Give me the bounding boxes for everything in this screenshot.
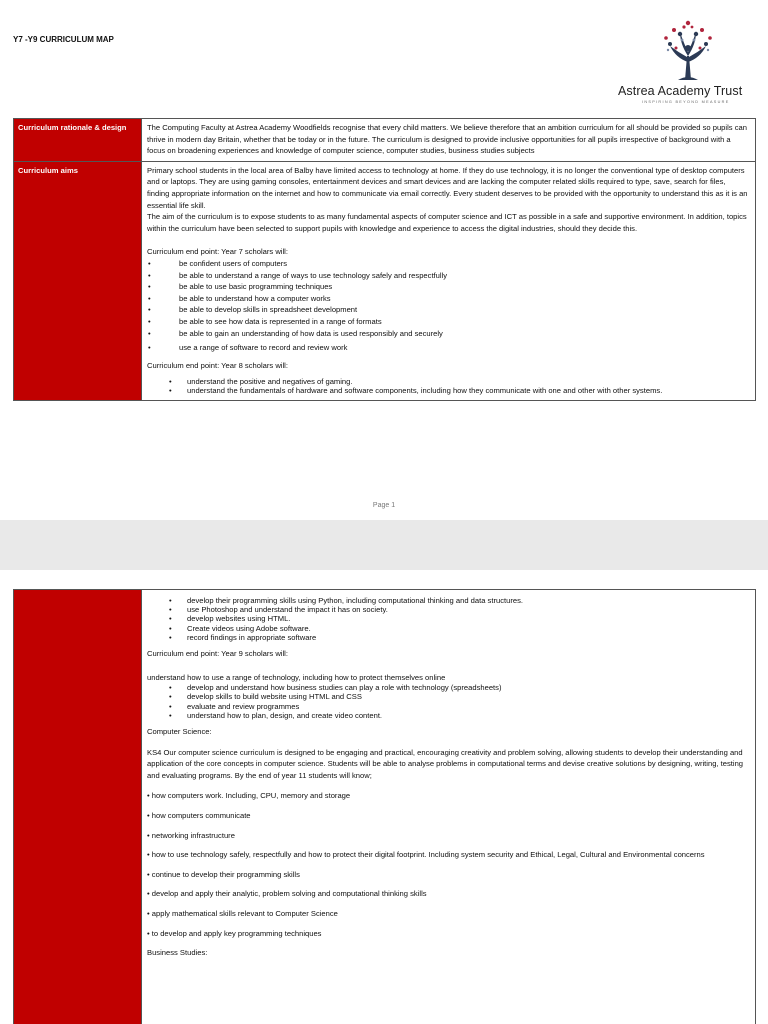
year9-heading: Curriculum end point: Year 9 scholars will:: [147, 649, 288, 659]
page-number: Page 1: [372, 502, 396, 509]
computer-science-text: KS4 Our computer science curriculum is designed to be engaging and practical, encouraging creativity and problem solving, allowing students to develop their understanding and application of the core concepts in computer science. Students will be able to analyse problems in computational terms and devise creative solutions by designing, writing, testing and evaluating programs. By the end of year 11 students will know;: [147, 747, 744, 780]
list-item: • be able to develop skills in spreadsheet development: [148, 305, 358, 315]
list-item: • develop and apply their analytic, problem solving and computational thinking skills: [147, 889, 427, 899]
year7-heading: Curriculum end point: Year 7 scholars will:: [147, 247, 288, 257]
computer-science-heading: Computer Science:: [147, 727, 212, 737]
bullet-icon: •: [148, 282, 151, 292]
bullet-icon: •: [148, 328, 151, 338]
list-item: • apply mathematical skills relevant to Computer Science: [147, 908, 338, 918]
bullet-icon: •: [169, 386, 172, 396]
list-item: • evaluate and review programmes: [169, 701, 300, 711]
bullet-icon: •: [169, 614, 172, 624]
year8-list-continued: [147, 596, 750, 642]
bullet-icon: •: [148, 258, 151, 268]
astrea-logo: [612, 18, 768, 108]
list-item: • use a range of software to record and review work: [148, 343, 348, 353]
list-item: • understand the positive and negatives of gaming.: [169, 377, 353, 387]
year9-list: [147, 683, 750, 720]
list-item: • how computers work. Including, CPU, memory and storage: [147, 791, 351, 801]
list-item: • to develop and apply key programming techniques: [147, 928, 322, 938]
bullet-icon: •: [169, 623, 172, 633]
document-title: Y7 -Y9 CURRICULUM MAP: [13, 35, 114, 44]
list-item: • develop websites using HTML.: [169, 614, 291, 624]
bullet-icon: •: [169, 377, 172, 387]
curriculum-table-page-2: [13, 589, 756, 1024]
aims-row-continued: [14, 590, 756, 1024]
rationale-label: Curriculum rationale & design: [14, 119, 142, 162]
list-item: • develop skills to build website using HTML and CSS: [169, 692, 362, 702]
aims-row: [14, 161, 756, 400]
bullet-icon: •: [169, 596, 172, 605]
logo-tagline: INSPIRING BEYOND MEASURE: [642, 100, 730, 104]
rationale-text: The Computing Faculty at Astrea Academy Woodfields recognise that every child matters. We believe therefore that an ambition curriculum for all should be provided so pupils can thrive in modern day Britain, whether that be today or in the future. The curriculum is designed to provide inclusive opportunities for all pupils irrespective of background with a focus on broadening experiences and knowledge of computer science, computer studies, business studies subjects: [142, 119, 756, 162]
aims-content-continued: [142, 590, 756, 1024]
list-item: • how to use technology safely, respectfully and how to protect their digital footprint. Including system security and Ethical, Legal, Cultural and Environmental concerns: [147, 850, 705, 860]
logo-wordmark: Astrea Academy Trust: [618, 84, 743, 98]
document-page-2: [0, 570, 768, 1024]
aims-paragraph-1: Primary school students in the local area of Balby have limited access to technology at home. If they do use technology, it is no longer the conventional type of desktop computers and or laptops. They are using gaming consoles, entertainment devices and smart devices and are lacking the computer related skills required to type, save, search for files, finding appropriate information on the internet and how to communicate via email correctly. Every student deserves to be provided with the opportunity to understand this as it is an essential life skill.: [147, 165, 748, 210]
list-item: • record findings in appropriate software: [169, 632, 317, 642]
list-item: • be able to understand a range of ways to use technology safely and respectfully: [148, 270, 448, 280]
bullet-icon: •: [169, 632, 172, 642]
list-item: • networking infrastructure: [147, 830, 235, 840]
year9-intro: understand how to use a range of technology, including how to protect themselves online: [147, 672, 446, 682]
list-item: • understand how to plan, design, and create video content.: [169, 710, 383, 720]
list-item: • be able to see how data is represented in a range of formats: [148, 316, 382, 326]
list-item: • understand the fundamentals of hardware and software components, including how they communicate with one and other with other systems.: [169, 386, 663, 396]
year8-heading: Curriculum end point: Year 8 scholars will:: [147, 360, 288, 370]
bullet-icon: •: [148, 305, 151, 315]
aims-label-continued: [14, 590, 142, 1024]
tree-logo-icon: [658, 18, 718, 82]
bullet-icon: •: [169, 692, 172, 702]
bullet-icon: •: [169, 605, 172, 615]
list-item: • be confident users of computers: [148, 258, 288, 268]
curriculum-table-page-1: [13, 118, 756, 401]
list-item: • continue to develop their programming skills: [147, 869, 300, 879]
list-item: • be able to use basic programming techniques: [148, 282, 333, 292]
business-studies-heading: Business Studies:: [147, 948, 208, 958]
bullet-icon: •: [169, 701, 172, 711]
list-item: • develop and understand how business studies can play a role with technology (spreadsheets): [169, 683, 502, 693]
bullet-icon: •: [148, 270, 151, 280]
year8-list: [147, 377, 750, 395]
aims-content: [142, 161, 756, 400]
list-item: • Create videos using Adobe software.: [169, 623, 311, 633]
year7-list: [147, 258, 750, 354]
list-item: • be able to understand how a computer works: [148, 293, 331, 303]
rationale-row: [14, 119, 756, 162]
aims-paragraph-2: The aim of the curriculum is to expose students to as many fundamental aspects of computer science and ICT as possible in a safe and supportive environment. In addition, topics within the curriculum have been selected to support pupils with knowledge and experience to access the digital industries, should they decide this.: [147, 212, 747, 233]
bullet-icon: •: [148, 316, 151, 326]
list-item: • how computers communicate: [147, 810, 251, 820]
list-item: • be able to gain an understanding of how data is used responsibly and securely: [148, 328, 443, 338]
bullet-icon: •: [148, 343, 151, 353]
list-item: • develop their programming skills using Python, including computational thinking and data structures.: [169, 596, 523, 605]
list-item: • use Photoshop and understand the impact it has on society.: [169, 605, 388, 615]
aims-label: Curriculum aims: [14, 161, 142, 400]
bullet-icon: •: [169, 683, 172, 693]
bullet-icon: •: [169, 710, 172, 720]
bullet-icon: •: [148, 293, 151, 303]
